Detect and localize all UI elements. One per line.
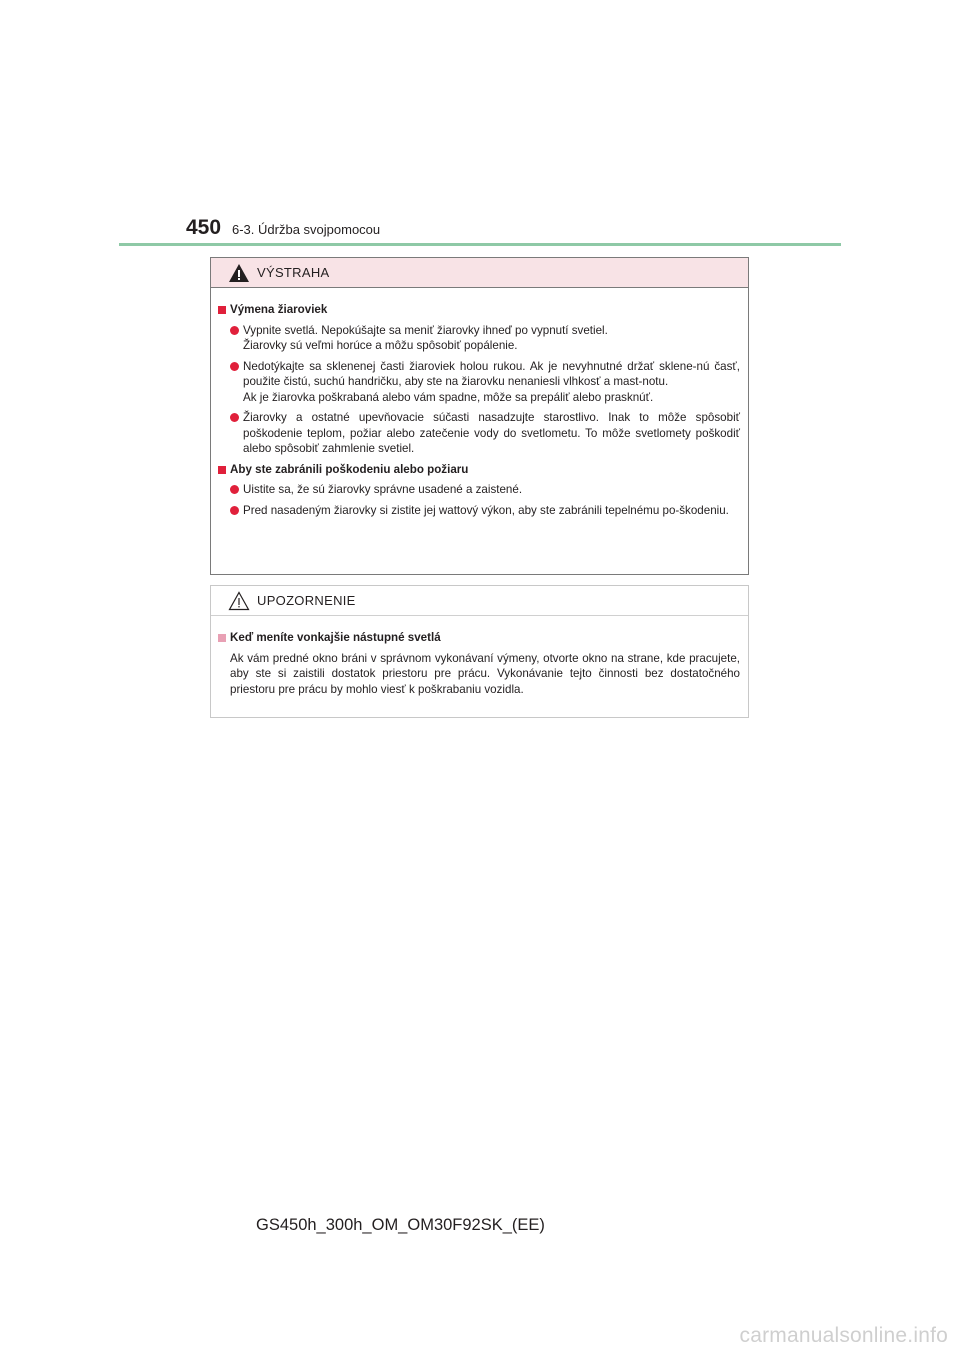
round-bullet-icon [230,485,239,494]
warning-box-header [211,258,748,288]
topic-heading: Výmena žiaroviek [230,303,328,316]
square-bullet-icon [218,306,226,314]
notice-text: Ak vám predné okno bráni v správnom vykonávaní výmeny, otvorte okno na strane, kde pracujete, aby ste si zaistili dostatok priestoru pre prácu. Vykonávanie tejto činnosti bez dostatočného priestoru pre prácu by mohlo viesť k poškrabaniu vozidla. [230,651,740,696]
notice-box-header [211,586,748,616]
bullet-line: Ak je žiarovka poškrabaná alebo vám spadne, môže sa prepáliť alebo prasknúť. [243,390,654,404]
bullet-text [243,359,740,406]
round-bullet-icon [230,413,239,422]
bullet-line: Nedotýkajte sa sklenenej časti žiaroviek holou rukou. Ak je nevyhnutné držať sklene-nú časť, použite čistú, suchú handričku, aby ste na žiarovku nenaniesli vlhkosť a mast-notu. [243,359,740,388]
page-number: 450 [186,216,222,239]
warning-bullet [218,359,740,406]
notice-body [211,616,748,697]
bullet-line: Žiarovky a ostatné upevňovacie súčasti nasadzujte starostlivo. Inak to môže spôsobiť poškodenie teplom, požiar alebo zatečenie vody do svetlometu. To môže svetlomety poškodiť alebo spôsobiť zahmlenie svetiel. [243,411,740,455]
bullet-text [243,482,522,498]
warning-triangle-icon [228,263,250,283]
bullet-line: Pred nasadeným žiarovky si zistite jej wattový výkon, aby ste zabránili tepelnému po-škodeniu. [243,503,729,517]
round-bullet-icon [230,506,239,515]
section-title: 6-3. Údržba svojpomocou [232,222,381,237]
topic-heading: Keď meníte vonkajšie nástupné svetlá [230,631,441,644]
round-bullet-icon [230,362,239,371]
notice-topic [218,630,740,646]
round-bullet-icon [230,326,239,335]
warning-box [210,257,749,575]
warning-bullet [218,482,740,498]
bullet-line: Vypnite svetlá. Nepokúšajte sa meniť žiarovky ihneď po vypnutí svetiel. [243,323,608,337]
warning-topic [218,302,740,318]
bullet-text [243,503,729,519]
caution-outline-triangle-icon [228,591,250,611]
watermark: carmanualsonline.info [739,1324,948,1347]
warning-topic [218,462,740,478]
notice-title: UPOZORNENIE [257,593,356,608]
bullet-text [243,410,740,457]
bullet-text [243,323,608,354]
warning-title: VÝSTRAHA [257,265,330,280]
warning-bullet [218,323,740,354]
bullet-line: Žiarovky sú veľmi horúce a môžu spôsobiť popálenie. [243,339,518,352]
square-bullet-icon [218,466,226,474]
warning-bullet [218,503,740,519]
bullet-line: Uistite sa, že sú žiarovky správne usadené a zaistené. [243,483,523,496]
warning-bullet [218,410,740,457]
topic-heading: Aby ste zabránili poškodeniu alebo požiaru [230,462,469,476]
header-rule [119,243,841,246]
warning-body [211,288,748,518]
square-bullet-icon [218,634,226,642]
notice-box [210,585,749,718]
model-code-footer: GS450h_300h_OM_OM30F92SK_(EE) [256,1216,545,1234]
